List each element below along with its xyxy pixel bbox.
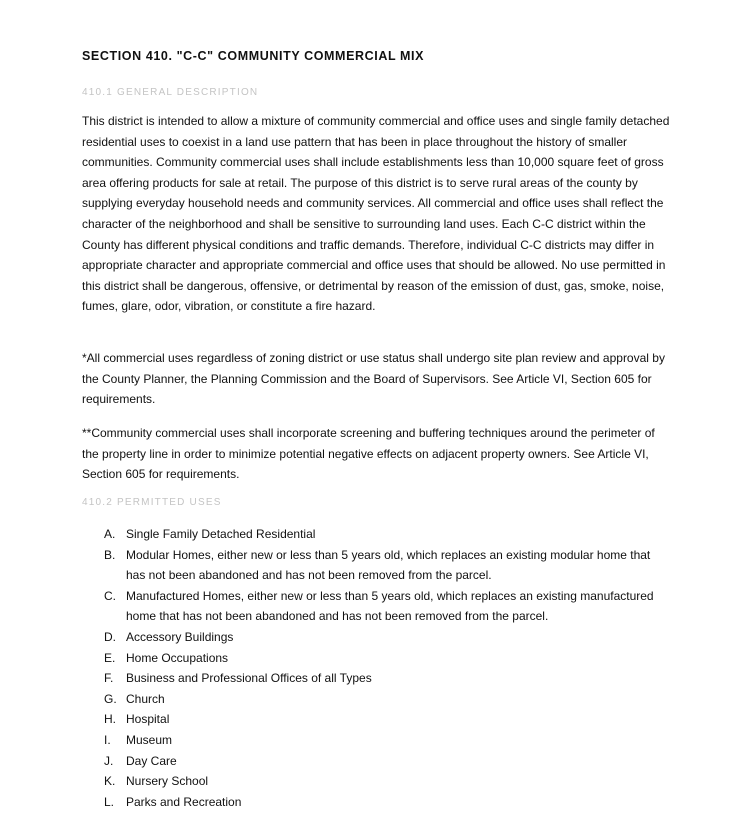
list-item: [104, 648, 664, 669]
list-item-text: Nursery School: [126, 774, 209, 789]
list-item: [104, 689, 664, 710]
list-item-text: Single Family Detached Residential: [126, 527, 316, 541]
list-item-letter: B.: [104, 547, 116, 562]
site-plan-note-paragraph: *All commercial uses regardless of zoning district or use status shall undergo site plan review and approval by the County Planner, the Planning Commission and the Board of Supervisors. See Article VI, Section 605 for requirements.: [82, 351, 665, 407]
list-item-text: Church: [126, 691, 165, 706]
list-item-text: Business and Professional Offices of all Types: [126, 671, 372, 686]
list-item-letter: I.: [104, 732, 111, 747]
list-item-letter: D.: [104, 629, 116, 644]
list-item: [104, 524, 664, 545]
list-item: [104, 771, 664, 792]
permitted-uses-list: [104, 524, 664, 812]
list-item-letter: C.: [104, 588, 116, 603]
list-item: [104, 730, 664, 751]
list-item: [104, 792, 664, 813]
list-item: [104, 668, 664, 689]
screening-note-paragraph: **Community commercial uses shall incorporate screening and buffering techniques around the perimeter of the property line in order to minimize potential negative effects on adjacent property owners. See Article VI, Section 605 for requirements.: [82, 426, 655, 482]
list-item-text: Museum: [126, 732, 173, 747]
list-item-letter: H.: [104, 712, 116, 727]
list-item-letter: K.: [104, 774, 116, 789]
subheading-permitted-uses: 410.2 PERMITTED USES: [82, 497, 222, 508]
list-item-letter: J.: [104, 753, 114, 768]
list-item-text: Accessory Buildings: [126, 629, 234, 644]
list-item-letter: G.: [104, 691, 117, 706]
subheading-general-description: 410.1 GENERAL DESCRIPTION: [82, 87, 259, 98]
list-item-text: Parks and Recreation: [126, 794, 242, 809]
list-item-text: Day Care: [126, 753, 177, 768]
list-item: [104, 751, 664, 772]
list-item-letter: F.: [104, 671, 114, 686]
section-title: SECTION 410. "C-C" COMMUNITY COMMERCIAL MIX: [82, 49, 425, 63]
list-item-text: Modular Homes, either new or less than 5 years old, which replaces an existing modular home that has not been abandoned and has not been removed from the parcel.: [126, 547, 651, 583]
list-item: [104, 709, 664, 730]
description-paragraph: This district is intended to allow a mixture of community commercial and office uses and single family detached residential uses to coexist in a land use pattern that has been in place throughout the history of smaller communities. Community commercial uses shall include establishments less than 10,000 square feet of gross area offering products for sale at retail. The purpose of this district is to serve rural areas of the county by supplying everyday household needs and community services. All commercial and office uses shall reflect the character of the neighborhood and shall be sensitive to surrounding land uses. Each C-C district within the County has different physical conditions and traffic demands. Therefore, individual C-C districts may differ in appropriate character and appropriate commercial and office uses that should be allowed. No use permitted in this district shall be dangerous, offensive, or detrimental by reason of the emission of dust, gas, smoke, noise, fumes, glare, odor, vibration, or constitute a fire hazard.: [82, 114, 670, 314]
list-item: [104, 545, 664, 586]
list-item-text: Manufactured Homes, either new or less than 5 years old, which replaces an existing manufactured home that has not been abandoned and has not been removed from the parcel.: [126, 588, 654, 624]
list-item-text: Home Occupations: [126, 650, 229, 665]
list-item-text: Hospital: [126, 712, 170, 727]
list-item: [104, 586, 664, 627]
list-item-letter: A.: [104, 527, 116, 541]
list-item-letter: L.: [104, 794, 115, 809]
list-item-letter: E.: [104, 650, 116, 665]
list-item: [104, 627, 664, 648]
